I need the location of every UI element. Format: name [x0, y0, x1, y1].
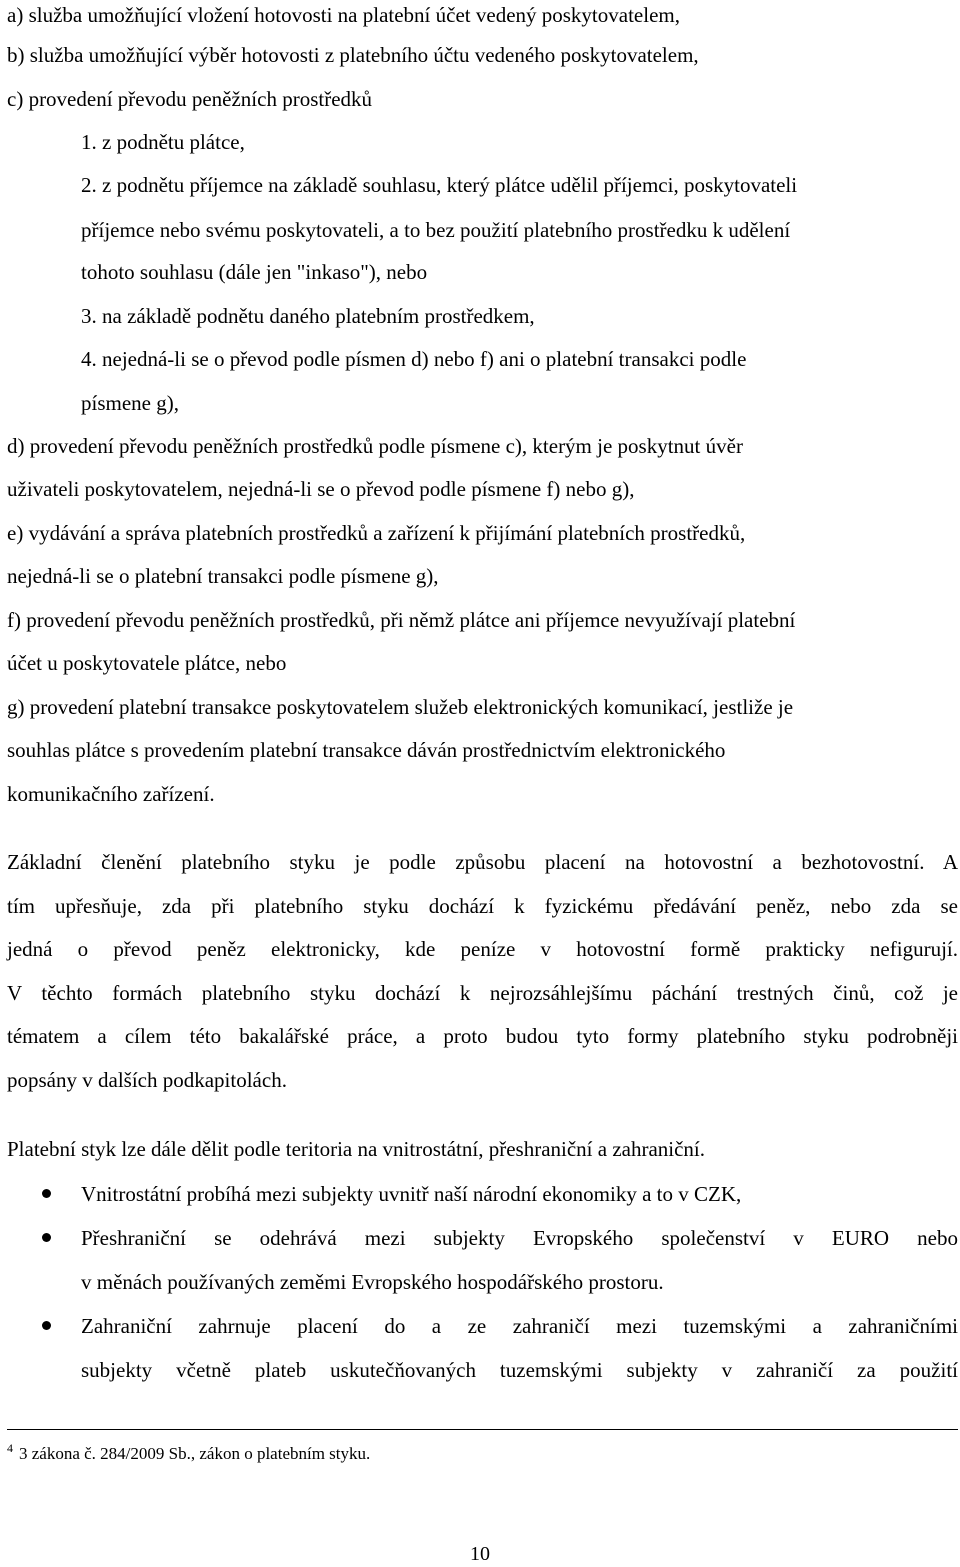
sub-item-2-line-3: tohoto souhlasu (dále jen "inkaso"), nebo	[81, 260, 428, 284]
bullet-icon	[42, 1233, 51, 1242]
footnote-number: 4	[7, 1441, 13, 1455]
footnote-separator	[7, 1429, 958, 1430]
paragraph-1-line-4: V těchto formách platebního styku dochází k nejrozsáhlejšímu páchání trestných činů, což je	[7, 981, 958, 1005]
list-item-g-line-1: g) provedení platební transakce poskytovatelem služeb elektronických komunikací, jestliže je	[7, 695, 794, 719]
sub-item-4-line-1: 4. nejedná-li se o převod podle písmen d) nebo f) ani o platební transakci podle	[81, 347, 747, 371]
list-item-d-line-1: d) provedení převodu peněžních prostředků podle písmene c), kterým je poskytnut úvěr	[7, 434, 743, 458]
list-item-e-line-2: nejedná-li se o platební transakci podle písmene g),	[7, 564, 439, 588]
bullet-icon	[42, 1189, 51, 1198]
footnote-text: 3 zákona č. 284/2009 Sb., zákon o platebním styku.	[19, 1444, 371, 1463]
footnote	[7, 1443, 370, 1465]
sub-item-2-line-2: příjemce nebo svému poskytovateli, a to bez použití platebního prostředku k udělení	[81, 218, 791, 242]
bullet-item-2-line-1: Přeshraniční se odehrává mezi subjekty Evropského společenství v EURO nebo	[81, 1226, 958, 1250]
sub-item-4-line-2: písmene g),	[81, 391, 179, 415]
list-item-c: c) provedení převodu peněžních prostředků	[7, 87, 373, 111]
bullet-item-2-line-2: v měnách používaných zeměmi Evropského hospodářského prostoru.	[81, 1270, 664, 1294]
list-item-a: a) služba umožňující vložení hotovosti na platební účet vedený poskytovatelem,	[7, 3, 680, 27]
bullet-item-3-line-2: subjekty včetně plateb uskutečňovaných tuzemskými subjekty v zahraničí za použití	[81, 1358, 958, 1382]
list-item-d-line-2: uživateli poskytovatelem, nejedná-li se o převod podle písmene f) nebo g),	[7, 477, 635, 501]
list-item-f-line-1: f) provedení převodu peněžních prostředků, při němž plátce ani příjemce nevyužívají platební	[7, 608, 796, 632]
paragraph-1-line-2: tím upřesňuje, zda při platebního styku dochází k fyzickému předávání peněz, nebo zda se	[7, 894, 958, 918]
bullet-item-3-line-1: Zahraniční zahrnuje placení do a ze zahraničí mezi tuzemskými a zahraničními	[81, 1314, 958, 1338]
list-item-g-line-3: komunikačního zařízení.	[7, 782, 215, 806]
paragraph-1-line-5: tématem a cílem této bakalářské práce, a proto budou tyto formy platebního styku podrobněji	[7, 1024, 958, 1048]
bullet-icon	[42, 1321, 51, 1330]
sub-item-2-line-1: 2. z podnětu příjemce na základě souhlasu, který plátce udělil příjemci, poskytovateli	[81, 173, 798, 197]
list-item-f-line-2: účet u poskytovatele plátce, nebo	[7, 651, 287, 675]
sub-item-3: 3. na základě podnětu daného platebním prostředkem,	[81, 304, 535, 328]
paragraph-2: Platební styk lze dále dělit podle teritoria na vnitrostátní, přeshraniční a zahraniční.	[7, 1137, 706, 1161]
bullet-item-1-line-1: Vnitrostátní probíhá mezi subjekty uvnitř naší národní ekonomiky a to v CZK,	[81, 1182, 742, 1206]
list-item-e-line-1: e) vydávání a správa platebních prostředků a zařízení k přijímání platebních prostředků,	[7, 521, 746, 545]
list-item-g-line-2: souhlas plátce s provedením platební transakce dáván prostřednictvím elektronického	[7, 738, 726, 762]
list-item-b: b) služba umožňující výběr hotovosti z platebního účtu vedeného poskytovatelem,	[7, 43, 699, 67]
paragraph-1-line-3: jedná o převod peněz elektronicky, kde peníze v hotovostní formě prakticky nefigurují.	[7, 937, 958, 961]
sub-item-1: 1. z podnětu plátce,	[81, 130, 245, 154]
paragraph-1-line-1: Základní členění platebního styku je podle způsobu placení na hotovostní a bezhotovostní. A	[7, 850, 958, 874]
page-number: 10	[470, 1543, 490, 1565]
paragraph-1-line-6: popsány v dalších podkapitolách.	[7, 1068, 287, 1092]
